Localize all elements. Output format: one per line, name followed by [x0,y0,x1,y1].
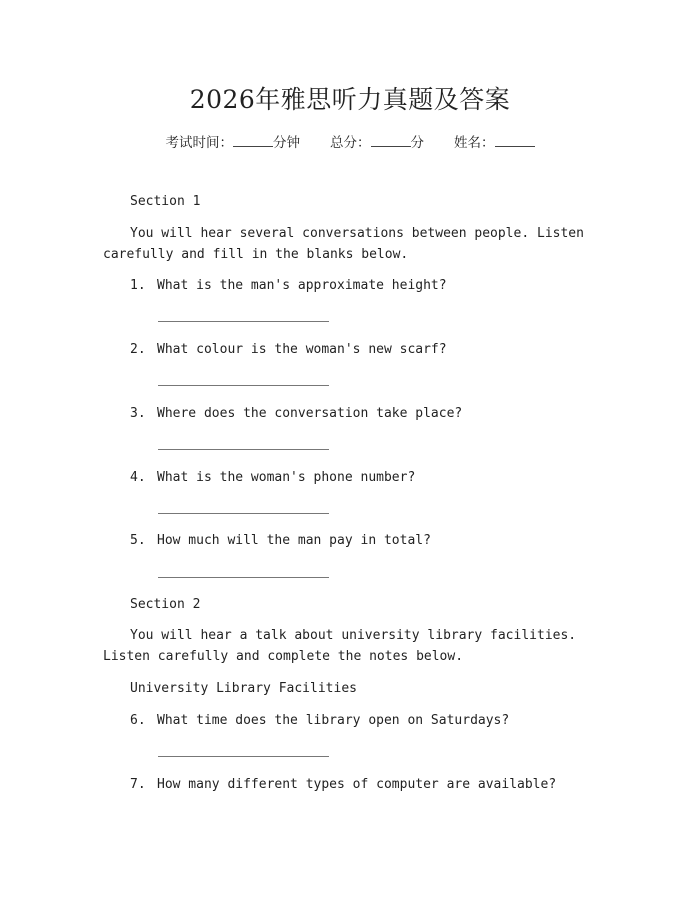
question-5 [130,530,431,551]
section2-intro: You will hear a talk about university library facilities. Listen carefully and complete the notes below. [103,628,577,664]
question-text: How much will the man pay in total? [157,533,431,548]
section2-heading: Section 2 [130,597,201,612]
question-text: Where does the conversation take place? [157,406,463,421]
name-blank[interactable] [495,132,535,147]
question-number: 2. [130,342,146,357]
question-1 [130,275,447,296]
score-unit: 分 [410,135,424,151]
question-text: What time does the library open on Saturdays? [157,713,510,728]
section1-intro: You will hear several conversations between people. Listen carefully and fill in the blanks below. [103,226,584,262]
question-4 [130,467,415,488]
time-unit: 分钟 [273,135,300,151]
answer-line-5[interactable] [158,577,329,578]
page-title: 2026年雅思听力真题及答案 [189,85,511,114]
question-text: What is the man's approximate height? [157,278,447,293]
time-blank[interactable] [233,132,273,147]
answer-line-3[interactable] [158,449,329,450]
exam-meta [0,131,700,151]
question-text: What is the woman's phone number? [157,470,416,485]
section1-heading: Section 1 [130,194,201,209]
answer-line-6[interactable] [158,756,329,757]
question-number: 6. [130,713,146,728]
question-text: What colour is the woman's new scarf? [157,342,447,357]
question-6 [130,710,509,731]
question-number: 5. [130,533,146,548]
question-number: 3. [130,406,146,421]
score-blank[interactable] [371,132,411,147]
score-label: 总分： [330,135,371,151]
notes-title: University Library Facilities [130,681,357,696]
answer-line-1[interactable] [158,321,329,322]
question-number: 7. [130,777,146,792]
question-7 [130,774,556,795]
name-label: 姓名： [454,135,495,151]
question-number: 1. [130,278,146,293]
question-text: How many different types of computer are available? [157,777,557,792]
question-2 [130,339,447,360]
time-label: 考试时间： [165,135,233,151]
answer-line-4[interactable] [158,513,329,514]
answer-line-2[interactable] [158,385,329,386]
question-number: 4. [130,470,146,485]
question-3 [130,403,462,424]
